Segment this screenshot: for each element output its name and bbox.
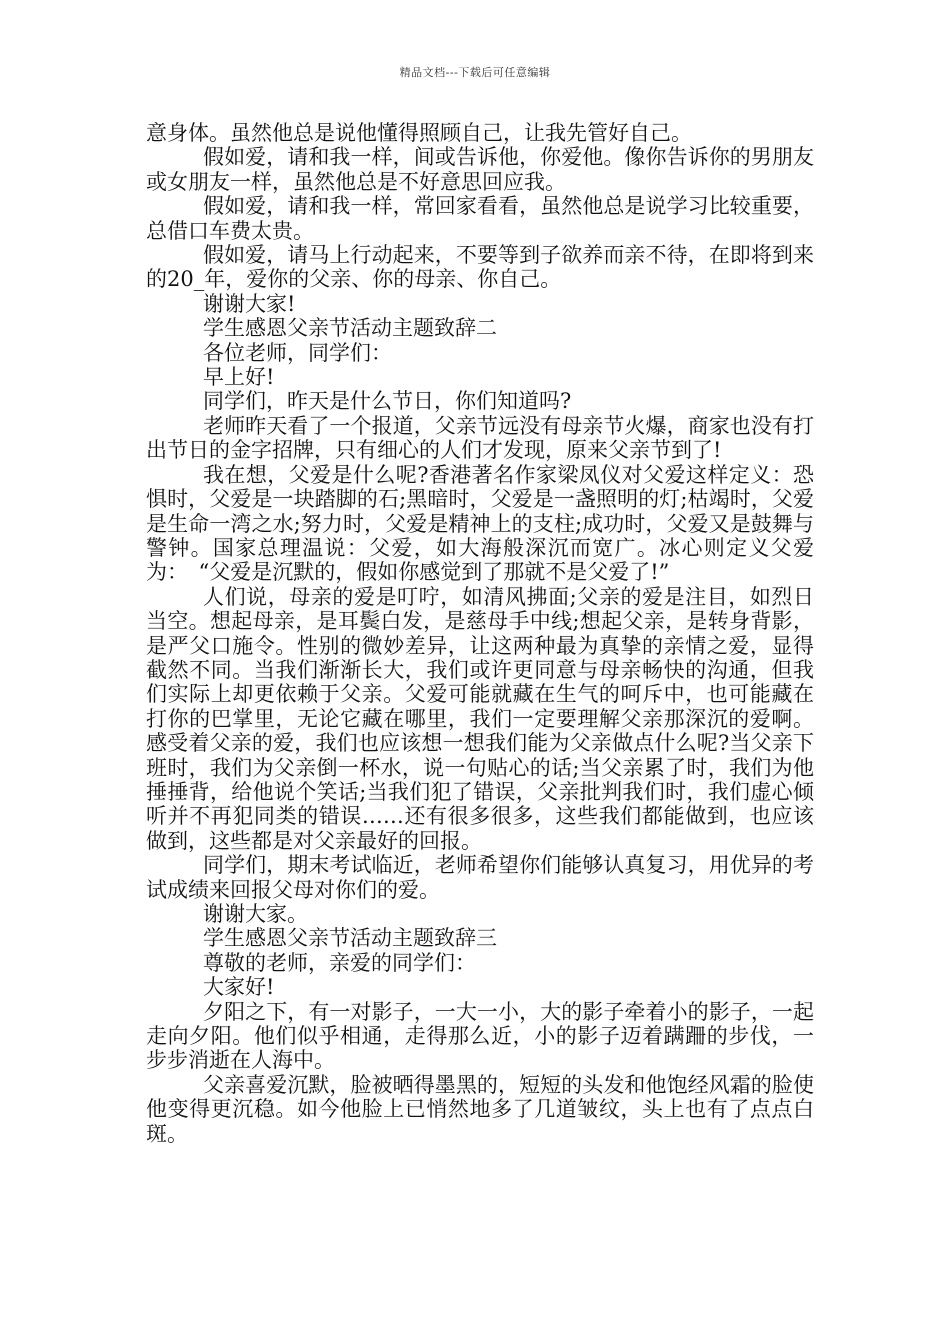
salutation: 尊敬的老师，亲爱的同学们：: [203, 950, 476, 975]
greeting: 早上好!: [203, 365, 275, 390]
page-header: 精品文档---下载后可任意编辑: [399, 66, 551, 79]
paragraph: 假如爱，请和我一样，常回家看看，虽然他总是说学习比较重要，总借口车费太贵。: [146, 194, 814, 243]
paragraph: 同学们，期末考试临近，老师希望你们能够认真复习，用优异的考试成绩来回报父母对你们的爱。: [146, 853, 814, 902]
paragraph: 我在想，父爱是什么呢?香港著名作家梁凤仪对父爱这样定义：恐惧时，父爱是一块踏脚的石;黑暗时，父爱是一盏照明的灯;枯竭时，父爱是生命一湾之水;努力时，父爱是精神上的支柱;成功时，父爱又是鼓舞与警钟。国家总理温说：父爱，如大海般深沉而宽广。冰心则定义父爱为： “父爱是沉默的，假如你感觉到了那就不是父爱了!”: [146, 462, 814, 585]
paragraph: 假如爱，请马上行动起来，不要等到子欲养而亲不待，在即将到来的20_年，爱你的父亲、你的母亲、你自己。: [146, 243, 814, 292]
salutation: 各位老师，同学们：: [203, 340, 392, 365]
paragraph: 意身体。虽然他总是说他懂得照顾自己，让我先管好自己。: [146, 121, 692, 145]
section-heading: 学生感恩父亲节活动主题致辞二: [203, 316, 497, 341]
greeting: 大家好!: [203, 975, 275, 1000]
paragraph: 老师昨天看了一个报道，父亲节远没有母亲节火爆，商家也没有打出节日的金字招牌，只有细心的人们才发现，原来父亲节到了!: [146, 413, 814, 463]
paragraph: 夕阳之下，有一对影子，一大一小，大的影子牵着小的影子，一起走向夕阳。他们似乎相通，走得那么近，小的影子迈着蹒跚的步伐，一步步消逝在人海中。: [146, 999, 814, 1073]
paragraph: 谢谢大家!: [203, 291, 296, 316]
section-heading: 学生感恩父亲节活动主题致辞三: [203, 926, 497, 951]
document-body: [146, 121, 814, 1146]
paragraph: 父亲喜爱沉默，脸被晒得墨黑的，短短的头发和他饱经风霜的脸使他变得更沉稳。如今他脸上已悄然地多了几道皱纹，头上也有了点点白斑。: [146, 1072, 814, 1146]
paragraph: 人们说，母亲的爱是叮咛，如清风拂面;父亲的爱是注目，如烈日当空。想起母亲，是耳鬓白发，是慈母手中线;想起父亲，是转身背影，是严父口施令。性别的微妙差异，让这两种最为真挚的亲情之爱，显得截然不同。当我们渐渐长大，我们或许更同意与母亲畅快的沟通，但我们实际上却更依赖于父亲。父爱可能就藏在生气的呵斥中，也可能藏在打你的巴掌里，无论它藏在哪里，我们一定要理解父亲那深沉的爱啊。感受着父亲的爱，我们也应该想一想我们能为父亲做点什么呢?当父亲下班时，我们为父亲倒一杯水，说一句贴心的话;当父亲累了时，我们为他捶捶背，给他说个笑话;当我们犯了错误，父亲批判我们时，我们虚心倾听并不再犯同类的错误……还有很多很多，这些我们都能做到，也应该做到，这些都是对父亲最好的回报。: [146, 584, 814, 853]
paragraph: 假如爱，请和我一样，间或告诉他，你爱他。像你告诉你的男朋友或女朋友一样，虽然他总是不好意思回应我。: [146, 145, 814, 194]
paragraph: 同学们，昨天是什么节日，你们知道吗?: [203, 389, 572, 414]
paragraph: 谢谢大家。: [203, 902, 308, 926]
